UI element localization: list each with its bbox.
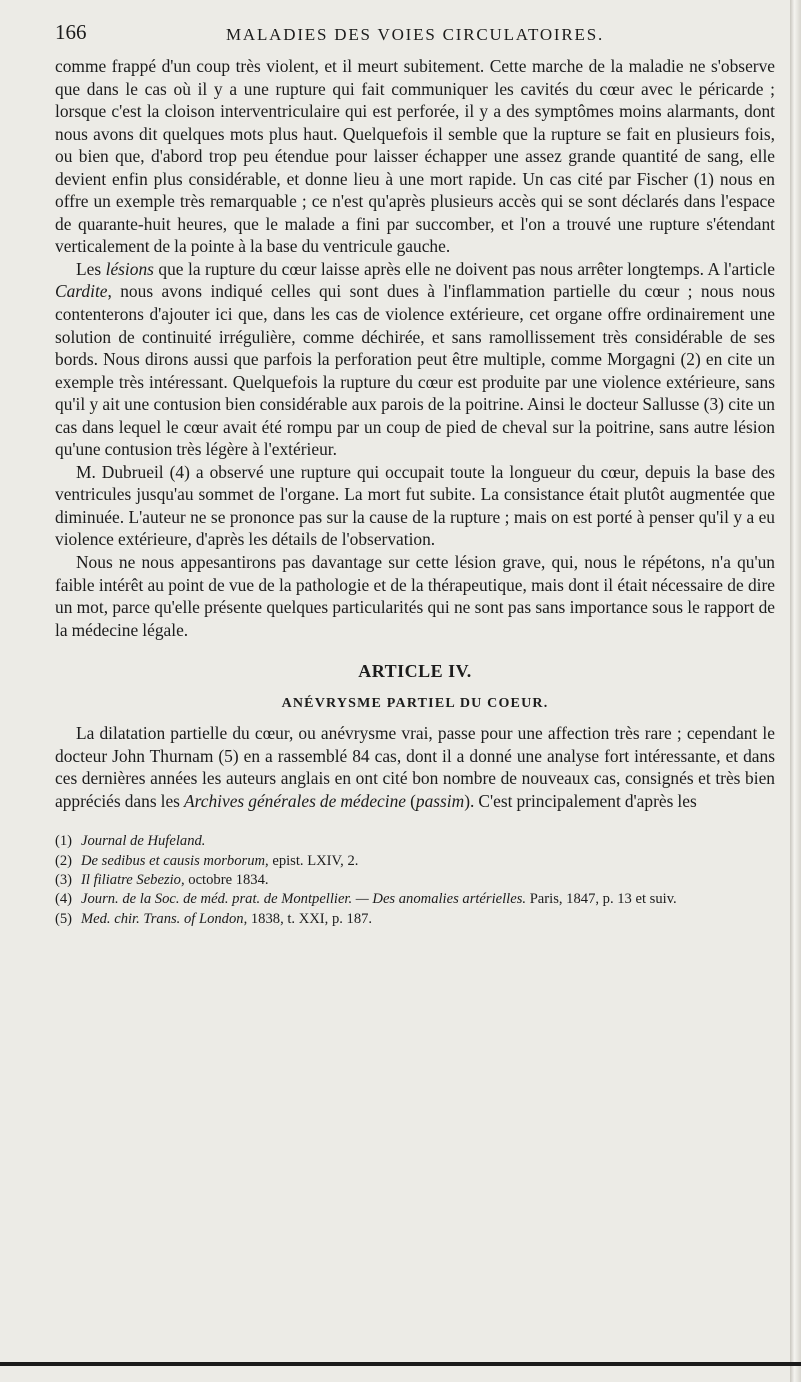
paragraph-4: Nous ne nous appesantirons pas davantage sur cette lésion grave, qui, nous le répétons, n'a qu'un faible intérêt au point de vue de la pathologie et de la thérapeutique, mais dont il était nécessaire de dire un mot, parce qu'elle présente quelques particularités qui ne sont pas sans importance sous le rapport de la médecine légale. [55,552,775,640]
italic-lesions: lésions [105,258,154,279]
page-number: 166 [55,20,87,44]
footnote-source: Il filiatre Sebezio [81,872,181,888]
paragraph-2-part-b: que la rupture du cœur laisse après elle ne doivent pas nous arrêter longtemps. A l'article [153,258,775,279]
page-bottom-edge [0,1362,801,1366]
footnote-number: (2) [55,852,73,869]
paragraph-5 [55,722,775,812]
footnote [55,852,775,871]
footnote-number: (1) [55,833,73,850]
page-body [55,55,775,929]
footnote-number: (4) [55,891,73,908]
footnote-detail: , epist. LXIV, 2. [265,852,359,869]
running-title: MALADIES DES VOIES CIRCULATOIRES. [225,25,605,44]
paragraph-5-part-a: La dilatation partielle du cœur, ou anévrysme vrai, passe pour une affection très rare ; cependant le docteur John Thurnam (5) en a rassemblé 84 cas, dont il a donné une analyse fort intéressante, et dans ces dernières années les auteurs anglais en ont cité bon nombre de nouveaux cas, consignés et très bien appréciés dans les [55,723,775,811]
paragraph-3: M. Dubrueil (4) a observé une rupture qui occupait toute la longueur du cœur, depuis la base des ventricules jusqu'au sommet de l'organe. La mort fut subite. La consistance était plutôt augmentée que diminuée. L'auteur ne se prononce pas sur la cause de la rupture ; mais on est porté à penser qu'il y a eu violence extérieure, d'après les détails de l'observation. [55,461,775,550]
footnote [55,832,775,851]
paragraph-2-part-c: , nous avons indiqué celles qui sont dues à l'inflammation partielle du cœur ; nous nous contenterons d'ajouter ici que, dans les cas de violence extérieure, cet organe offre ordinairement une solution de continuité irrégulière, comme déchirée, et sans ramollissement très considérable de ses bords. Nous dirons aussi que parfois la perforation peut être multiple, comme Morgagni (2) en cite un exemple très intéressant. Quelquefois la rupture du cœur est produite par une violence extérieure, sans qu'il y ait une contusion bien considérable aux parois de la poitrine. Ainsi le docteur Sallusse (3) cite un cas dans lequel le cœur avait été rompu par un coup de pied de cheval sur la poitrine, sans autre lésion qu'une contusion très légère à l'extérieur. [55,281,775,460]
paragraph-2 [55,258,775,461]
paragraph-1: comme frappé d'un coup très violent, et il meurt subitement. Cette marche de la maladie ne s'observe que dans le cas où il y a une rupture qui fait communiquer les cavités du cœur avec le péricarde ; lorsque c'est la cloison interventriculaire qui est perforée, il y a des symptômes moins alarmants, dont nous avons dit quelques mots plus haut. Quelquefois il semble que la rupture se fait en plusieurs fois, ou bien que, d'abord trop peu étendue pour laisser échapper une assez grande quantité de sang, elle devient enfin plus considérable, et donne lieu à une mort rapide. Un cas cité par Fischer (1) nous en offre un exemple très remarquable ; ce n'est qu'après plusieurs accès qui se sont déclarés dans l'espace de quarante-huit heures, que le malade a fini par succomber, et l'on a trouvé une rupture s'étendant verticalement de la pointe à la base du ventricule gauche. [55,56,775,257]
footnote-detail: , octobre 1834. [180,872,269,888]
article-title: ARTICLE IV. [358,661,472,682]
footnote-number: (3) [55,872,73,888]
paragraph-5-part-b: ( [406,790,416,811]
footnote-number: (5) [55,910,73,927]
italic-cardite: Cardite [55,281,108,302]
page-edge-shadow [790,0,801,1382]
footnote-detail: Paris, 1847, p. 13 et suiv. [526,891,677,908]
footnote [55,910,775,929]
footnote-detail: , 1838, t. XXI, p. 187. [243,910,373,927]
page-header [55,20,775,50]
italic-passim: passim [415,790,465,811]
paragraph-2-part-a: Les [76,258,106,279]
footnotes [55,832,775,928]
footnote [55,871,775,890]
paragraph-5-part-c: ). C'est principalement d'après les [464,790,697,811]
footnote-source: Med. chir. Trans. of London [81,910,244,927]
italic-archives: Archives générales de médecine [184,790,407,811]
footnote [55,890,775,909]
footnote-source: Journal de Hufeland. [81,833,206,850]
footnote-source: De sedibus et causis morborum [81,852,266,869]
footnote-source: Journ. de la Soc. de méd. prat. de Montpellier. — Des anomalies artérielles. [81,891,527,908]
section-title: ANÉVRYSME PARTIEL DU COEUR. [281,696,549,712]
